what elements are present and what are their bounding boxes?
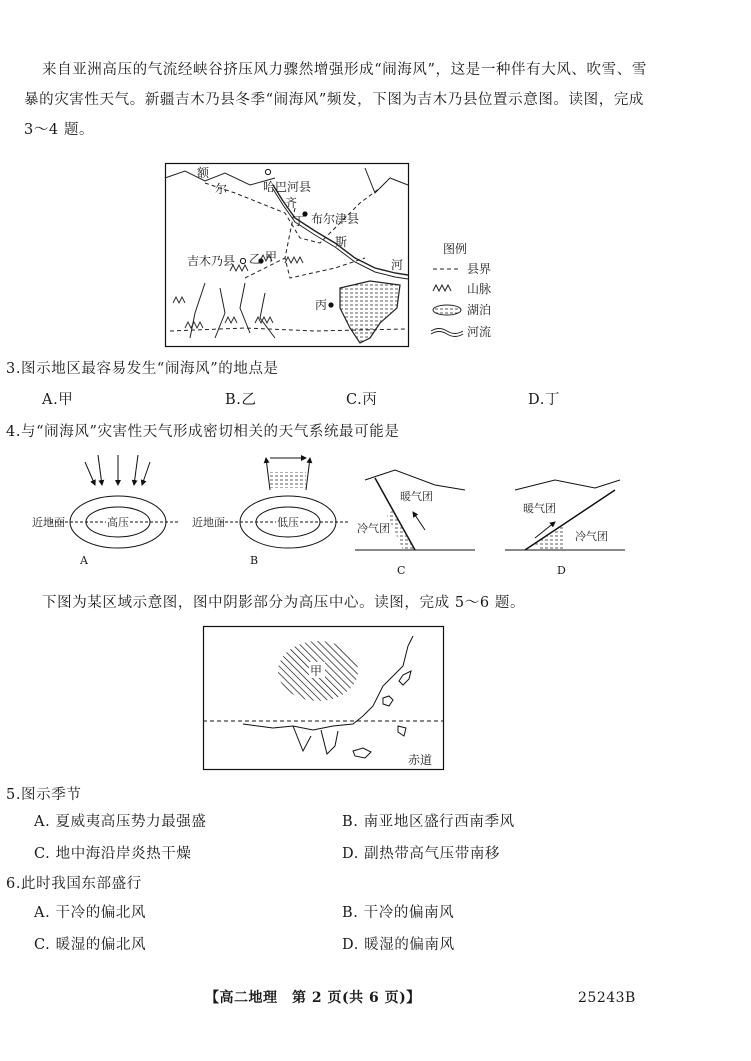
label-warm-d: 暖气团 [523, 502, 556, 515]
q6-option-d[interactable]: D. 暖湿的偏南风 [342, 937, 455, 953]
label-cold-d: 冷气团 [575, 530, 608, 543]
label-high: 高压 [107, 516, 129, 529]
label-habahe: 哈巴河县 [263, 180, 312, 194]
caption-a: A [80, 554, 88, 567]
label-warm-c: 暖气团 [400, 490, 433, 503]
page-footer: 【高二地理 第 2 页(共 6 页)】 [205, 990, 421, 1006]
map-legend [431, 241, 491, 339]
q4-diagrams [30, 450, 630, 580]
legend-title: 图例 [443, 242, 468, 256]
label-he: 河 [391, 258, 404, 272]
label-ground-b: 近地面 [192, 516, 225, 529]
label-ding: 丁 [293, 214, 306, 228]
label-jimunai: 吉木乃县 [187, 254, 236, 268]
caption-d: D [557, 564, 566, 577]
label-ground-a: 近地面 [32, 516, 65, 529]
legend-lake: 湖泊 [467, 303, 492, 317]
q4-stem: 4.与“闹海风”灾害性天气形成密切相关的天气系统最可能是 [6, 424, 400, 440]
passage-2: 下图为某区域示意图，图中阴影部分为高压中心。读图，完成 5～6 题。 [42, 595, 526, 611]
caption-c: C [397, 564, 406, 577]
region-map [203, 626, 445, 771]
map2-label-equator: 赤道 [408, 753, 433, 767]
intro-line-2: 暴的灾害性天气。新疆吉木乃县冬季“闹海风”频发，下图为吉木乃县位置示意图。读图，完成 [24, 92, 645, 108]
label-si: 斯 [335, 235, 348, 249]
jimunai-location-map [165, 163, 525, 353]
q6-stem: 6.此时我国东部盛行 [6, 876, 142, 892]
label-bing: 丙 [315, 298, 328, 312]
label-yi: 乙 [249, 252, 262, 266]
map2-label-jia: 甲 [310, 664, 323, 678]
label-buerjin: 布尔津县 [311, 212, 360, 226]
caption-b: B [250, 554, 259, 567]
q6-option-a[interactable]: A. 干冷的偏北风 [34, 905, 147, 921]
diagram-b [192, 458, 350, 567]
mountain-icon [433, 285, 451, 291]
q5-option-b[interactable]: B. 南亚地区盛行西南季风 [342, 814, 515, 830]
label-er: 尔 [215, 182, 228, 196]
q5-stem: 5.图示季节 [6, 787, 82, 803]
diagram-c [355, 470, 475, 577]
q6-option-b[interactable]: B. 干冷的偏南风 [342, 905, 455, 921]
q3-option-d[interactable]: D.丁 [528, 392, 561, 408]
q3-option-b[interactable]: B.乙 [225, 392, 257, 408]
label-low: 低压 [277, 516, 299, 529]
q5-option-d[interactable]: D. 副热带高气压带南移 [342, 846, 501, 862]
legend-river: 河流 [467, 325, 492, 339]
river-icon [431, 329, 463, 334]
q3-option-a[interactable]: A.甲 [42, 392, 74, 408]
label-qi: 齐 [285, 196, 298, 210]
label-e: 额 [197, 166, 210, 180]
intro-line-1: 来自亚洲高压的气流经峡谷挤压风力骤然增强形成“闹海风”，这是一种伴有大风、吹雪、雪 [42, 62, 647, 78]
legend-county: 县界 [467, 262, 492, 276]
legend-mountain: 山脉 [467, 282, 492, 296]
diagram-d [505, 480, 625, 577]
q5-option-c[interactable]: C. 地中海沿岸炎热干燥 [34, 846, 192, 862]
paper-code: 25243B [578, 990, 636, 1006]
diagram-a [32, 455, 180, 567]
lake-icon [433, 305, 461, 315]
label-jia: 甲 [265, 250, 278, 264]
q5-option-a[interactable]: A. 夏威夷高压势力最强盛 [34, 814, 207, 830]
intro-line-3: 3～4 题。 [24, 122, 95, 138]
q3-stem: 3.图示地区最容易发生“闹海风”的地点是 [6, 361, 279, 377]
q6-option-c[interactable]: C. 暖湿的偏北风 [34, 937, 147, 953]
q3-option-c[interactable]: C.丙 [346, 392, 378, 408]
label-cold-c: 冷气团 [357, 522, 390, 535]
